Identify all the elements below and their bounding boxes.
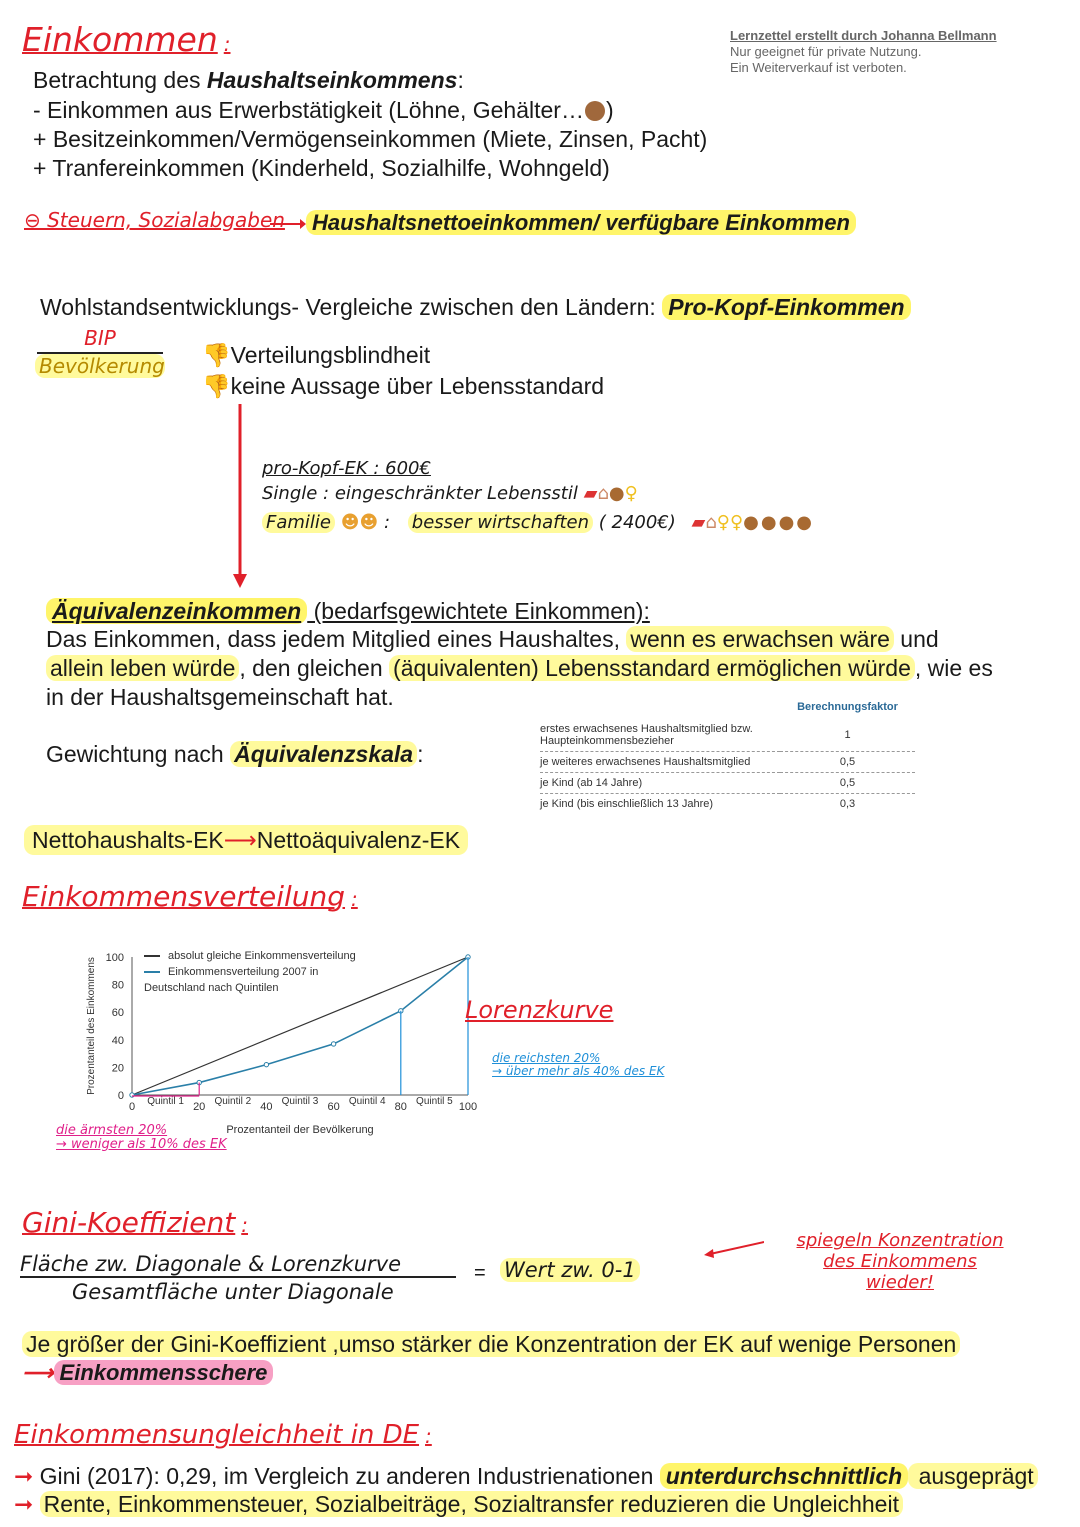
gini-equals: = [474,1262,486,1284]
def-line-1 [46,625,1046,654]
x-tick-label: 60 [327,1101,340,1113]
einkommen-item-3: + Tranfereinkommen (Kinderheld, Sozialhilfe, Wohngeld) [33,155,610,181]
house-icon: ⌂ [705,512,717,533]
gini-result-text: Einkommensschere [54,1360,274,1385]
ungleichheit-bold: unterdurchschnittlich [660,1463,908,1489]
family-icon: ☻☻ [335,512,384,533]
poor-note [56,1124,227,1152]
faktor-label: je Kind (bis einschließlich 13 Jahre) [540,798,714,810]
minus-steuern-note: ⊖ Steuern, Sozialabgaben [24,208,285,232]
wohlstand-line [40,293,911,322]
gini-statement-text: Je größer der Gini-Koeffizient ,umso stärker die Konzentration der EK auf wenige Personen [22,1331,960,1357]
heading-einkommen-colon: : [223,32,231,56]
haushaltsnetto-result [306,210,856,236]
gini-denominator: Gesamtfläche unter Diagonale [72,1280,394,1304]
rich-note-2: → über mehr als 40% des EK [492,1064,665,1078]
heading-ungleichheit-colon: : [425,1424,432,1448]
y-tick-label: 100 [105,952,124,964]
quintile-label: Quintil 2 [214,1096,252,1107]
fraction-bip [35,326,165,378]
gini-note [780,1230,1020,1293]
gini-value-text: Wert zw. 0-1 [500,1258,640,1282]
gini-note-3: wieder! [866,1272,934,1293]
faktor-header-spacer [540,700,780,719]
ungleichheit-prefix: Gini (2017): 0,29, im Vergleich zu anderen Industrienationen [39,1463,660,1489]
faktor-value: 0,3 [839,798,856,810]
quintile-label: Quintil 5 [416,1096,453,1107]
con-item [202,340,604,371]
gini-statement [22,1330,960,1359]
thumbs-down-icon: 👎 [202,373,231,399]
example-family-text: besser wirtschaften [408,512,593,533]
y-tick-label: 60 [111,1007,124,1020]
car-icon: ▰ [691,512,706,533]
einkommen-intro [33,66,464,95]
example-block [262,456,814,535]
ungleichheit-line2-text: Rente, Einkommensteuer, Sozialbeiträge, Sozialtransfer reduzieren die Ungleichheit [40,1491,903,1517]
lightbulb-icon: ♀♀ [716,512,744,533]
poor-note-1: die ärmsten 20% [56,1123,168,1138]
ungleichheit-suffix: ausgeprägt [908,1463,1037,1489]
y-tick-label: 20 [111,1062,124,1075]
arrow-right-icon: ⟶ [22,1360,54,1385]
rich-note [492,1052,664,1078]
data-point [331,1042,335,1046]
heading-ungleichheit [14,1420,432,1450]
heading-verteilung-colon: : [351,887,358,911]
person-emoji-icon [585,101,605,121]
faktor-label: erstes erwachsenes Haushaltsmitglied bzw. Haupteinkommensbezieher [540,719,780,752]
def-4: , wie es [914,655,993,681]
arrow-right-icon [270,216,306,232]
aequivalenz-title-bold: Äquivalenzeinkommen [46,598,307,624]
arrow-right-icon: ➞ [14,1491,34,1517]
arrow-left-icon [704,1240,764,1260]
quintile-label: Quintil 4 [348,1096,386,1107]
rich-note-1: die reichsten 20% [492,1051,601,1065]
quintile-label: Quintil 3 [281,1096,319,1107]
def-2: und [893,626,939,652]
aequivalenz-title-suffix: (bedarfsgewichtete Einkommen): [307,598,650,624]
faktor-value: 1 [780,719,915,752]
author-note-line2: Nur geeignet für private Nutzung. [730,44,922,59]
gini-result [22,1360,273,1386]
chart-legend [144,948,374,996]
def-3: , den gleichen [239,655,390,681]
faktor-table [540,700,915,814]
intro-prefix: Betrachtung des [33,67,207,93]
y-tick-label: 80 [111,979,124,992]
weight-prefix: Gewichtung nach [46,741,231,767]
heading-verteilung-text: Einkommensverteilung [22,880,346,913]
legend-item-equal [144,948,374,964]
table-row [540,719,915,752]
faktor-label: je Kind (ab 14 Jahre) [540,773,780,794]
gewichtung-line [46,740,423,769]
haushaltsnetto-text: Haushaltsnettoeinkommen/ verfügbare Einkommen [306,210,856,235]
def-5: in der Haushaltsgemeinschaft hat. [46,684,394,710]
legend-item-2007 [144,964,374,996]
example-family-value: ( 2400€) [598,512,676,533]
arrow-right-icon: ➞ [14,1463,34,1489]
x-tick-label: 100 [458,1101,478,1113]
legend-2007-label: Einkommensverteilung 2007 in Deutschland nach Quintilen [144,966,319,994]
def-hl1: wenn es erwachsen wäre [626,626,894,652]
quintile-label: Quintil 1 [147,1096,184,1107]
einkommen-item-1-close: ) [605,97,614,123]
pro-kopf-bold: Pro-Kopf-Einkommen [662,294,910,320]
y-axis-title: Prozentanteil des Einkommens [86,957,97,1095]
aequivalenz-definition [46,625,1046,712]
car-icon: ▰ [583,483,598,504]
faktor-value: 0,5 [780,773,915,794]
gini-note-1: spiegeln Konzentration [796,1230,1004,1251]
x-tick-label: 20 [193,1101,206,1113]
einkommen-item-2: + Besitzeinkommen/Vermögenseinkommen (Miete, Zinsen, Pacht) [33,126,708,152]
einkommen-item-1-text: - Einkommen aus Erwerbstätigkeit (Löhne, Gehälter… [33,97,584,123]
arrow-right-icon: ⟶ [223,827,257,853]
weight-bold: Äquivalenzskala [230,741,417,767]
legend-swatch [144,971,160,973]
x-tick-label: 40 [260,1101,273,1113]
example-family-row: Familie ☻☻ : besser wirtschaften ( 2400€) ▰⌂♀♀●●●● [262,510,814,535]
ungleichheit-line-1 [14,1462,1038,1491]
con-item [202,371,604,402]
faktor-header-row [540,700,915,719]
example-family-label: Familie [262,512,335,533]
def-1: Das Einkommen, dass jedem Mitglied eines Haushaltes, [46,626,627,652]
heading-verteilung [22,880,358,913]
heading-ungleichheit-text: Einkommensungleichheit in DE [14,1420,420,1450]
wohlstand-cons [202,340,604,402]
x-tick-label: 0 [128,1101,136,1113]
con-item-2: keine Aussage über Lebensstandard [230,373,605,399]
faktor-label: je weiteres erwachsenes Haushaltsmitglied [540,752,780,773]
conversion-box [24,825,468,855]
author-note-line3: Ein Weiterverkauf ist verboten. [730,60,907,75]
table-row [540,773,915,794]
legend-swatch [144,955,160,957]
aequivalenz-title [46,597,650,626]
gini-formula [20,1252,456,1304]
ungleichheit-line-2 [14,1490,903,1519]
table-row [540,794,915,815]
fraction-bottom: Bevölkerung [35,354,165,378]
def-hl2: allein leben würde [46,655,239,681]
def-line-2 [46,654,1046,683]
x-tick-label: 80 [394,1101,407,1113]
table-row [540,752,915,773]
thumbs-down-icon: 👎 [202,342,231,368]
fraction-top: BIP [84,326,116,350]
gini-numerator: Fläche zw. Diagonale & Lorenzkurve [20,1252,456,1278]
con-item-1: Verteilungsblindheit [230,342,431,368]
legend-equal-label: absolut gleiche Einkommensverteilung [168,950,356,962]
gini-note-2: des Einkommens [823,1251,977,1272]
intro-suffix: : [457,67,464,93]
data-point [264,1062,268,1066]
poor-note-2: → weniger als 10% des EK [56,1137,227,1152]
author-note-title: Lernzettel erstellt durch Johanna Bellmann [730,28,997,43]
heading-gini-text: Gini-Koeffizient [22,1206,236,1239]
weight-suffix: : [417,741,424,767]
gini-value [500,1258,640,1282]
heading-einkommen-text: Einkommen [22,20,218,59]
conv-from: Nettohaushalts-EK [32,827,224,853]
faktor-table-wrap [540,700,915,814]
heading-gini [22,1206,248,1239]
cookie-icon: ●●●● [743,512,814,533]
faktor-header: Berechnungsfaktor [797,701,898,713]
y-tick-label: 0 [117,1090,124,1102]
x-axis-title: Prozentanteil der Bevölkerung [226,1124,374,1136]
heading-gini-colon: : [241,1213,248,1237]
author-note [730,28,997,76]
einkommen-item-1 [33,96,614,125]
faktor-value: 0,5 [780,752,915,773]
example-single-row [262,481,814,506]
example-line1: pro-Kopf-EK : 600€ [262,458,431,479]
cookie-icon: ● [608,483,625,504]
heading-einkommen [22,20,231,59]
y-tick-label: 40 [111,1034,124,1047]
arrow-down-icon [230,404,250,588]
intro-bold: Haushaltseinkommens [206,67,458,93]
wohlstand-prefix: Wohlstandsentwicklungs- Vergleiche zwischen den Ländern: [40,294,663,320]
def-hl3: (äquivalenten) Lebensstandard ermöglichen würde [389,655,915,681]
lorenz-label: Lorenzkurve [465,996,614,1024]
conv-to: Nettoäquivalenz-EK [256,827,461,853]
house-icon: ⌂ [597,483,609,504]
lightbulb-icon: ♀ [624,483,638,504]
conversion-line [24,826,468,855]
example-single: Single : eingeschränkter Lebensstil [262,483,578,504]
